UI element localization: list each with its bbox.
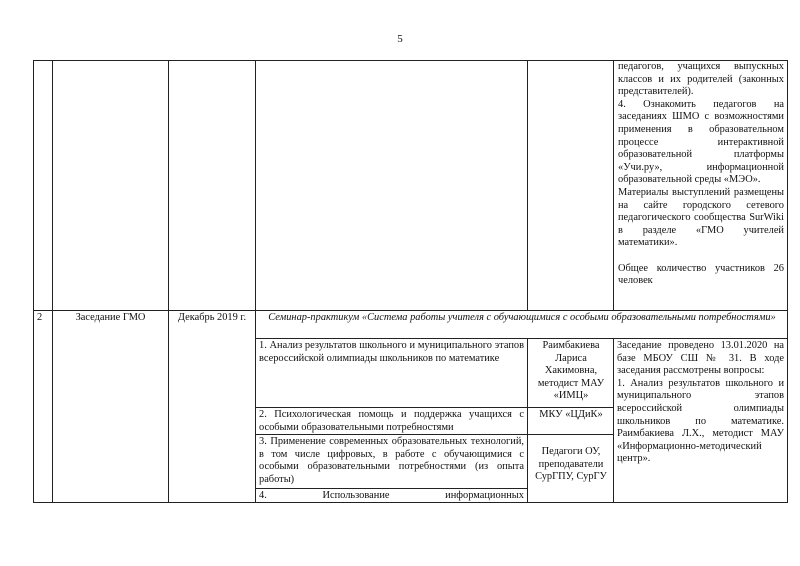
topic-item: 1. Анализ результатов школьного и муниципального этапов всероссийской олимпиады школьников по математике bbox=[259, 340, 524, 364]
row-divider bbox=[255, 488, 527, 489]
table-border bbox=[33, 60, 34, 503]
column-divider bbox=[168, 60, 169, 503]
seminar-title: Семинар-практикум «Система работы учителя с обучающимися с особыми образовательными потребностями» bbox=[268, 312, 776, 323]
event-form: Заседание ГМО bbox=[75, 312, 146, 323]
result-paragraph: педагогов, учащихся выпускных классов и их родителей (законных представителей). bbox=[618, 61, 784, 98]
speaker: Раимбакиева Лариса Хакимовна, методист МАУ «ИМЦ» bbox=[537, 340, 605, 402]
participants-count: Общее количество участников 26 человек bbox=[618, 262, 784, 287]
page-number: 5 bbox=[397, 33, 403, 45]
row2-result-cell bbox=[617, 340, 784, 466]
speaker: МКУ «ЦДиК» bbox=[539, 409, 603, 420]
row1-result-cell bbox=[618, 61, 784, 288]
column-divider bbox=[527, 60, 528, 311]
topic-item: 3. Применение современных образовательных технологий, в том числе цифровых, в работе с обучающимися с особыми образовательными потребностями (из опыта работы) bbox=[259, 436, 524, 485]
column-divider bbox=[527, 338, 528, 503]
row-number: 2 bbox=[37, 312, 43, 323]
table-border bbox=[787, 60, 788, 503]
event-date: Декабрь 2019 г. bbox=[177, 312, 247, 323]
column-divider bbox=[52, 60, 53, 503]
column-divider bbox=[613, 338, 614, 503]
column-divider bbox=[613, 60, 614, 311]
speaker: Педагоги ОУ, преподаватели СурГПУ, СурГУ bbox=[535, 446, 607, 483]
row-divider bbox=[255, 407, 613, 408]
result-paragraph: 1. Анализ результатов школьного и муниципального этапов всероссийской олимпиады школьников по математике. Раимбакиева Л.Х., методист МАУ «Информационно-методический центр». bbox=[617, 377, 784, 465]
column-divider bbox=[255, 60, 256, 503]
topic-item: 4. Использование информационных bbox=[259, 490, 524, 501]
row-divider bbox=[255, 338, 788, 339]
result-paragraph: 4. Ознакомить педагогов на заседаниях ШМО с возможностями применения в образовательном процессе интерактивной образовательной платформы «Учи.ру», информационной образовательной среды «МЭО». bbox=[618, 98, 784, 186]
result-paragraph: Заседание проведено 13.01.2020 на базе МБОУ СШ № 31. В ходе заседания рассмотрены вопросы: bbox=[617, 340, 784, 377]
row-divider bbox=[33, 310, 788, 311]
result-paragraph: Материалы выступлений размещены на сайте городского сетевого педагогического сообщества SurWiki в разделе «ГМО учителей математики». bbox=[618, 186, 784, 249]
topic-item: 2. Психологическая помощь и поддержка учащихся с особыми образовательными потребностями bbox=[259, 409, 524, 433]
